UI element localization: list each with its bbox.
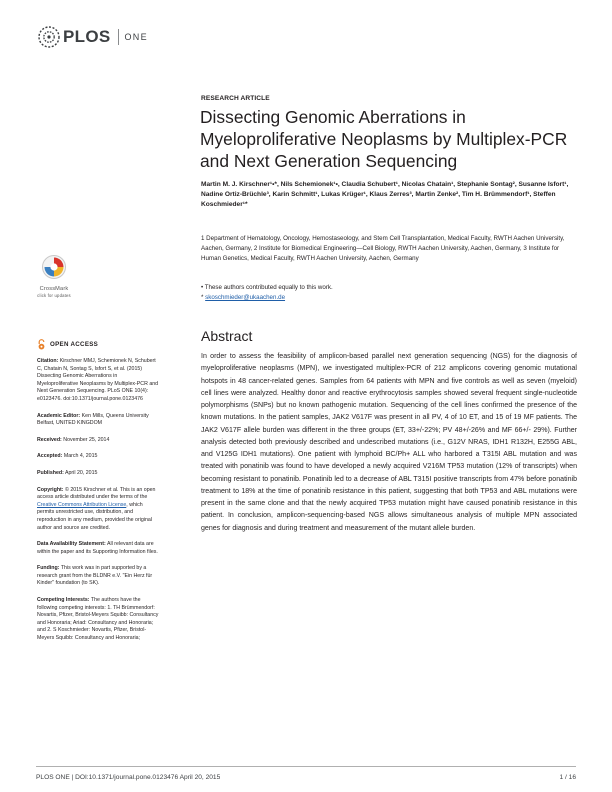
open-access-badge — [37, 339, 159, 350]
accepted-block — [37, 453, 159, 461]
author-notes — [201, 283, 576, 302]
accepted-date: March 4, 2015 — [63, 453, 98, 460]
funding-block — [37, 565, 159, 588]
plos-one-logo[interactable] — [38, 26, 148, 48]
funding-label: Funding: — [37, 565, 60, 572]
citation-text: Kirschner MMJ, Schemionek N, Schubert C, Chatain N, Sontag S, Isfort S, et al. (2015) Dissecting Genomic Aberrations in Myeloproliferative Neoplasms by Multiplex-PCR and Next Generation Sequencing. PLoS ONE 10(4): e0123476. doi:10.1371/journal.pone.0123476 — [37, 358, 159, 402]
copyright-block — [37, 487, 159, 533]
author-list: Martin M. J. Kirschner¹•*, Nils Schemionek¹•, Claudia Schubert¹, Nicolas Chatain¹, Stephanie Sontag², Susanne Isfort¹, Nadine Ortiz-Brüchle³, Karin Schmitt¹, Lukas Krüger¹, Klaus Zerres³, Martin Zenke², Tim H. Brümmendorf¹, Steffen Koschmieder¹* — [201, 181, 569, 209]
editor-label: Academic Editor: — [37, 412, 81, 419]
open-access-label: OPEN ACCESS — [50, 340, 99, 348]
received-block — [37, 437, 159, 445]
competing-interests-text: The authors have the following competing interests: 1. TH Brümmendorf: Novartis, Pfizer, Bristol-Meyers Squibb: Consultancy and Honoraria; Ariad: Consultancy and Honoraria; and 2. S Koschmieder: Novartis, Pfizer, Bristol-Meyers Squibb: Consultancy and Honoraria; — [37, 597, 159, 642]
footer-divider — [36, 766, 576, 767]
accepted-label: Accepted: — [37, 453, 63, 460]
corresponding-mark: * — [201, 293, 204, 301]
crossmark-icon — [41, 254, 67, 280]
published-block — [37, 470, 159, 478]
copyright-label: Copyright: — [37, 486, 64, 493]
open-lock-icon — [37, 339, 46, 350]
data-availability-text: All relevant data are within the paper and its Supporting Information files. — [37, 541, 158, 555]
cc-license-link[interactable]: Creative Commons Attribution License — [37, 501, 127, 508]
corresponding-email-link[interactable]: skoschmieder@ukaachen.de — [205, 293, 286, 301]
published-label: Published: — [37, 469, 64, 476]
equal-contribution-note: • These authors contributed equally to this work. — [201, 284, 333, 291]
footer-citation: PLOS ONE | DOI:10.1371/journal.pone.0123476 April 20, 2015 — [36, 774, 221, 781]
article-info-sidebar — [37, 339, 159, 652]
corresponding-author — [201, 293, 576, 303]
citation-label: Citation: — [37, 358, 59, 364]
logo-plos-text: PLOS — [63, 27, 111, 46]
competing-interests-label: Competing Interests: — [37, 597, 90, 604]
abstract-body: In order to assess the feasibility of amplicon-based parallel next generation sequencing (NGS) for the diagnosis of myeloproliferative neoplasms (MPN), we investigated multiplex-PCR of 212 amplicons covering genomic mutational hotspots in 48 cancer-related genes. Samples from 64 patients with MPN and five controls as well as seven (myeloid) cell lines were analyzed. Healthy donor and reactive erythrocytosis samples showed several frequent single-nucleotide polymorphisms (SNPs) but no known pathogenic mutation. Sequencing of the cell lines confirmed the presence of the known mutations. In the patient samples, JAK2 V617F was present in all PV, 4 of 10 ET, and 15 of 19 MF patients. The JAK2 V617F allele burden was different in the three groups (ET, 33+/-22%; PV 48+/-26% and MF 66+/- 29%). Further analysis detected both previously described and undescribed mutations (i.e., G12V NRAS, IDH1 R132H, E255G ABL, and V125G IDH1 mutations). One patient with lymphoid BC/Ph+ ALL who harbored a T315I ABL mutation and was treated with ponatinib was found to have developed a newly acquired V216M TP53 mutation (12% of transcripts) when becoming resistant to ponatinib. Ponatinib led to a decrease of ABL T315I positive transcripts from 47% before ponatinib treatment to 18% at the time of ponatinib resistance in this patient, suggesting that both TP53 and ABL mutations were present in the same clone and that the newly acquired TP53 mutation might have caused ponatinib resistance in this patient. In conclusion, amplicon-sequencing-based NGS allows simultaneous analysis of multiple MPN associated genes for diagnosis and during treatment and measurement of the mutant allele burden. — [201, 353, 577, 532]
plos-logo-icon — [38, 26, 60, 48]
funding-text: This work was in part supported by a research grant from the BLDNR e.V. "Ein Herz für Kinder" foundation (to SK). — [37, 565, 153, 587]
copyright-text-part2: , which permits unrestricted use, distribution, and reproduction in any medium, provided the original author and source are credited. — [37, 501, 152, 531]
data-availability-label: Data Availability Statement: — [37, 541, 106, 548]
article-title: Dissecting Genomic Aberrations in Myeloproliferative Neoplasms by Multiplex-PCR and Next Generation Sequencing — [200, 107, 568, 171]
crossmark-badge[interactable] — [36, 254, 72, 298]
data-availability-block — [37, 541, 159, 556]
competing-interests-block — [37, 597, 159, 643]
received-date: November 25, 2014 — [63, 436, 110, 443]
received-label: Received: — [37, 436, 62, 443]
crossmark-label: CrossMark — [39, 286, 69, 292]
affiliations: 1 Department of Hematology, Oncology, Hemostaseology, and Stem Cell Transplantation, Medical Faculty, RWTH Aachen University, Aachen, Germany, 2 Institute for Biomedical Engineering—Cell Biology, RWTH Aachen University, Aachen, Germany, 3 Institute for Human Genetics, Medical Faculty, RWTH Aachen University, Aachen, Germany — [201, 235, 565, 262]
crossmark-sublabel: click for updates — [37, 293, 71, 298]
abstract-heading: Abstract — [201, 328, 253, 344]
logo-one-text: ONE — [124, 32, 148, 42]
editor-block — [37, 413, 159, 428]
copyright-text-part1: © 2015 Kirschner et al. This is an open access article distributed under the terms of the — [37, 486, 156, 501]
editor-text: Ken Mills, Queens University Belfast, UNITED KINGDOM — [37, 412, 149, 427]
article-type-label: RESEARCH ARTICLE — [201, 95, 270, 102]
published-date: April 20, 2015 — [65, 469, 98, 476]
citation-block — [37, 358, 159, 404]
page-number: 1 / 16 — [559, 774, 576, 781]
logo-divider — [118, 29, 119, 45]
